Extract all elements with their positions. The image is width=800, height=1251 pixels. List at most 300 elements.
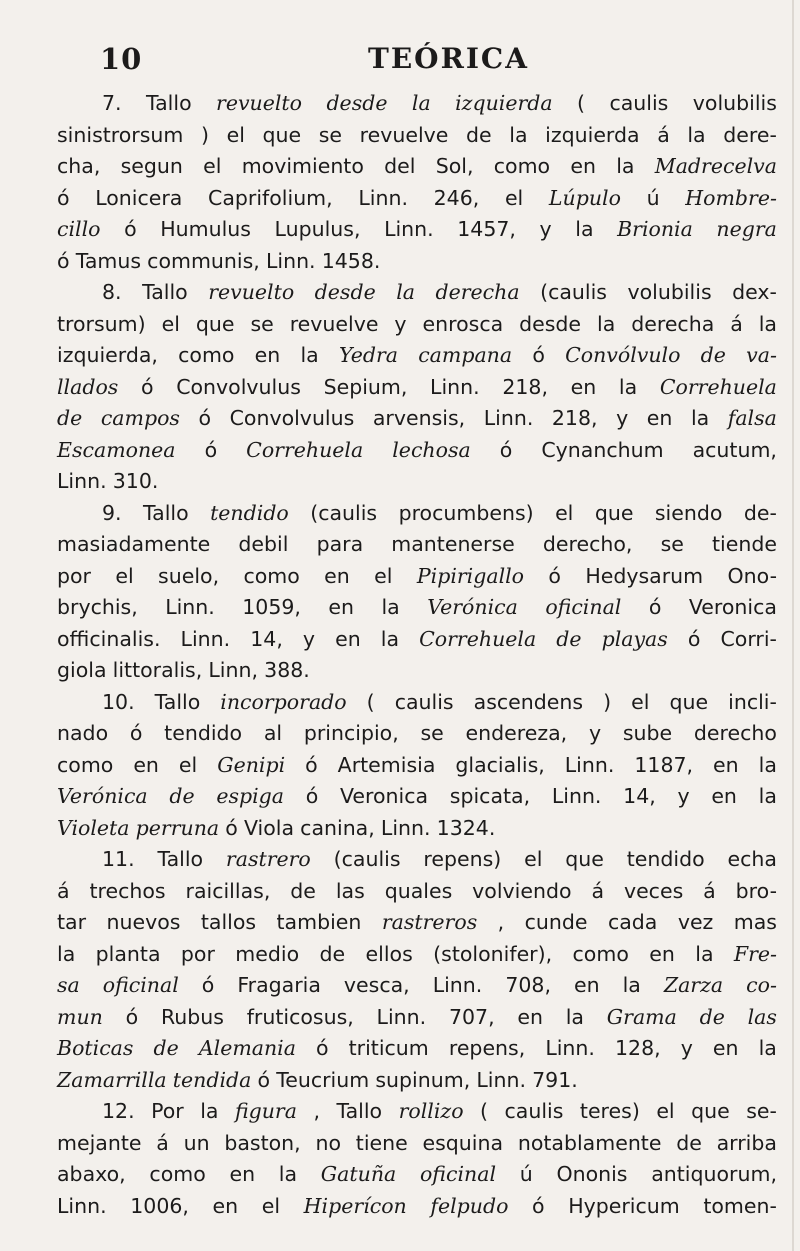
word: derecho, [542, 532, 633, 556]
word: se [660, 532, 684, 556]
word: 1006, [130, 1193, 189, 1218]
word: 128, [615, 1036, 661, 1060]
word: izquierda [545, 122, 640, 147]
italic-word: cillo [57, 217, 101, 241]
word: Linn, [208, 658, 259, 682]
word: dex- [732, 280, 777, 304]
word: á [703, 878, 716, 903]
word: nuevos [106, 910, 181, 934]
word: 14, [623, 784, 656, 808]
word: izquierda, [57, 343, 158, 367]
word: y [302, 626, 316, 651]
text-line [57, 939, 777, 971]
word: arriba [716, 1130, 777, 1155]
text-line [57, 1128, 777, 1160]
italic-word: desde [326, 91, 388, 115]
word: ó [532, 343, 545, 367]
word: que [594, 500, 634, 525]
word: en [646, 406, 673, 430]
word: vez [677, 910, 714, 934]
word: de [676, 1130, 702, 1155]
italic-word: desde [314, 280, 376, 304]
word: vesca, [343, 973, 410, 997]
word: Linn. [432, 973, 483, 997]
word: mantenerse [391, 532, 515, 556]
word: ó [305, 752, 318, 777]
italic-word: de [153, 1036, 179, 1060]
word: Caprifolium, [208, 185, 333, 210]
word: notablamente [517, 1130, 662, 1155]
italic-word: Hiperícon [303, 1193, 407, 1218]
word: y [680, 1036, 693, 1060]
word: desde [519, 311, 582, 336]
text-line [57, 1033, 777, 1065]
word: Linn. [165, 595, 215, 619]
word: ó [125, 1004, 139, 1029]
word: y [394, 311, 407, 336]
italic-word: negra [716, 217, 777, 241]
word: endereza, [465, 721, 568, 745]
word: el [656, 1099, 675, 1123]
word: trechos [89, 878, 166, 903]
word: Linn. [564, 752, 615, 777]
word: del [384, 154, 416, 178]
page-header [100, 42, 720, 82]
word: triticum [348, 1036, 429, 1060]
word: ó [687, 626, 701, 651]
italic-word: Pipirigallo [416, 563, 525, 588]
italic-word: Zamarrilla [57, 1067, 167, 1092]
word: Tallo [157, 847, 204, 871]
word: á [657, 122, 670, 147]
word: 708, [505, 973, 551, 997]
text-line [57, 435, 777, 467]
word: un [183, 1130, 210, 1155]
italic-word: Hombre- [685, 185, 777, 210]
word: la [381, 595, 400, 619]
italic-word: Yedra [338, 343, 398, 367]
word: 8. [102, 280, 122, 304]
word: la [758, 752, 777, 777]
italic-word: Verónica [427, 595, 518, 619]
word: de [290, 878, 316, 903]
word: la [57, 941, 76, 966]
word: 9. [102, 500, 122, 525]
word: ó [57, 248, 70, 273]
word: el [504, 185, 524, 210]
word: ó [124, 217, 137, 241]
text-line [57, 183, 777, 215]
italic-word: Boticas [57, 1036, 134, 1060]
italic-word: felpudo [430, 1193, 509, 1218]
italic-word: Verónica [57, 784, 148, 808]
word: 11. [102, 847, 135, 871]
word: se [420, 721, 444, 745]
word: spicata, [449, 784, 531, 808]
word: la [509, 122, 528, 147]
word: como [57, 752, 114, 777]
text-line [57, 246, 777, 278]
word: se [318, 122, 343, 147]
italic-word: de [699, 1004, 725, 1029]
word: repens) [423, 847, 502, 871]
word: 1458. [321, 248, 381, 273]
word: suelo, [158, 563, 220, 588]
word: y [616, 406, 629, 430]
italic-word: Violeta [57, 815, 130, 840]
word: 791. [532, 1067, 578, 1092]
text-line [57, 624, 777, 656]
word: principio, [303, 721, 399, 745]
text-line [57, 151, 777, 183]
page-edge [792, 0, 794, 1251]
italic-word: sa [57, 973, 80, 997]
word: 388. [264, 658, 310, 682]
word: 218, [502, 374, 548, 399]
word: el [261, 1193, 281, 1218]
text-line [57, 1159, 777, 1191]
italic-word: lechosa [392, 437, 471, 462]
word: mas [733, 910, 777, 934]
word: la [278, 1162, 298, 1186]
word: acutum, [692, 437, 777, 462]
italic-word: playas [601, 626, 668, 651]
word: ) [200, 122, 209, 147]
word: Rubus [160, 1004, 224, 1029]
word: bro- [735, 878, 777, 903]
word: á [591, 878, 605, 903]
italic-word: oficinal [102, 973, 179, 997]
word: la [616, 154, 635, 178]
word: Linn. [180, 626, 231, 651]
word: (caulis [333, 847, 401, 871]
italic-word: derecha [435, 280, 520, 304]
word: á [156, 1130, 169, 1155]
word: se [250, 311, 274, 336]
word: littoralis, [112, 658, 203, 682]
word: ó [648, 595, 662, 619]
italic-word: oficinal [545, 595, 622, 619]
word: ó [129, 721, 143, 745]
word: baston, [224, 1130, 301, 1155]
word: Ono- [727, 563, 777, 588]
italic-word: Gatuña [320, 1162, 397, 1186]
italic-word: campos [100, 406, 180, 430]
word: volubilis [627, 280, 712, 304]
word: planta [95, 941, 161, 966]
word: segun [120, 154, 183, 178]
word: en [229, 1162, 256, 1186]
word: el [631, 689, 650, 714]
word: quales [384, 878, 453, 903]
italic-word: Madrecelva [654, 154, 777, 178]
text-line [57, 466, 777, 498]
word: y [539, 217, 552, 241]
word: cha, [57, 154, 101, 178]
word: la [758, 1036, 777, 1060]
text-line [57, 1002, 777, 1034]
word: no [315, 1130, 342, 1155]
word: en [254, 343, 281, 367]
italic-word: de [556, 626, 582, 651]
word: debil [238, 532, 289, 556]
word: Corri- [720, 626, 777, 651]
word: Linn. [545, 1036, 595, 1060]
italic-word: rastrero [225, 847, 311, 871]
word: el [555, 500, 574, 525]
italic-word: la [396, 280, 415, 304]
word: Linn. [358, 185, 408, 210]
word: cunde [524, 910, 588, 934]
word: se- [746, 1099, 777, 1123]
word: Tamus [75, 248, 142, 273]
italic-word: Escamonea [57, 437, 176, 462]
word: repens, [448, 1036, 526, 1060]
word: derecho [693, 721, 777, 745]
word: que [262, 122, 302, 147]
word: dere- [723, 122, 777, 147]
word: antiquorum, [651, 1162, 777, 1186]
word: , [497, 910, 505, 934]
text-line [57, 876, 777, 908]
word: Tallo [142, 280, 188, 304]
word: caulis [609, 91, 669, 115]
word: 1059, [242, 595, 301, 619]
word: siendo [654, 500, 723, 525]
word: ó [225, 815, 238, 840]
word: (stolonifer), [433, 941, 553, 966]
word: communis, [147, 248, 260, 273]
word: ó [499, 437, 513, 462]
word: en [328, 595, 355, 619]
text-line [57, 1096, 777, 1128]
italic-word: rastreros [381, 910, 478, 934]
word: ascendens [473, 689, 584, 714]
text-line [57, 403, 777, 435]
word: giola [57, 658, 107, 682]
word: ó [305, 784, 319, 808]
word: masiadamente [57, 532, 211, 556]
text-line [57, 655, 777, 687]
word: que [195, 311, 235, 336]
text-line [57, 120, 777, 152]
italic-word: de [700, 343, 726, 367]
italic-word: falsa [727, 406, 777, 430]
word: 310. [112, 469, 159, 493]
word: volviendo [472, 878, 572, 903]
word: el [203, 154, 222, 178]
word: procumbens) [398, 500, 534, 525]
word: veces [623, 878, 684, 903]
word: 1187, [634, 752, 694, 777]
word: Viola [243, 815, 295, 840]
word: y [677, 784, 690, 808]
text-line [57, 277, 777, 309]
word: medio [235, 941, 300, 966]
word: movimiento [241, 154, 364, 178]
word: el [178, 752, 198, 777]
italic-word: de [57, 406, 83, 430]
word: esquina [422, 1130, 504, 1155]
word: ( [480, 1099, 489, 1123]
word: enrosca [422, 311, 504, 336]
text-line [57, 561, 777, 593]
word: raicillas, [185, 878, 271, 903]
word: la [690, 406, 710, 430]
word: revuelve [359, 122, 449, 147]
word: la [597, 311, 616, 336]
word: ó [548, 563, 561, 588]
word: Fragaria [237, 973, 321, 997]
text-line [57, 970, 777, 1002]
word: que [669, 689, 709, 714]
word: Linn. [265, 248, 316, 273]
word: Ononis [556, 1162, 628, 1186]
word: ó [316, 1036, 329, 1060]
word: ó [532, 1193, 545, 1218]
italic-word: tendido [210, 500, 289, 525]
word: como [493, 154, 551, 178]
word: Lonicera [95, 185, 183, 210]
word: como [572, 941, 629, 966]
word: en [517, 1004, 543, 1029]
italic-word: Zarza [663, 973, 724, 997]
word: las [335, 878, 365, 903]
word: de- [743, 500, 777, 525]
word: ( [577, 91, 586, 115]
word: Artemisia [337, 752, 436, 777]
word: ó [57, 185, 70, 210]
word: 218, [551, 406, 598, 430]
word: caulis [394, 689, 454, 714]
word: la [758, 784, 777, 808]
italic-word: campana [418, 343, 513, 367]
body-text [57, 88, 777, 1222]
word: Sepium, [323, 374, 408, 399]
word: el [226, 122, 245, 147]
word: Sol, [435, 154, 474, 178]
italic-word: Fre- [733, 941, 777, 966]
text-line [57, 1191, 777, 1223]
word: en [133, 752, 159, 777]
word: ellos [365, 941, 413, 966]
italic-word: tendida [172, 1067, 252, 1092]
word: 14, [250, 626, 283, 651]
text-line [57, 750, 777, 782]
word: fruticosus, [246, 1004, 354, 1029]
text-line [57, 718, 777, 750]
word: 1324. [436, 815, 496, 840]
text-line [57, 844, 777, 876]
word: brychis, [57, 595, 138, 619]
word: Tallo [143, 500, 189, 525]
word: sinistrorsum [57, 122, 184, 147]
word: por [57, 563, 91, 588]
word: Tallo [154, 689, 201, 714]
text-line [57, 88, 777, 120]
word: ó [198, 406, 212, 430]
word: la [200, 1099, 219, 1123]
word: echa [727, 847, 777, 871]
italic-word: Alemania [198, 1036, 296, 1060]
italic-word: Correhuela [246, 437, 364, 462]
word: la [565, 1004, 584, 1029]
text-line [57, 309, 777, 341]
word: la [687, 122, 706, 147]
word: la [758, 311, 777, 336]
italic-word: Grama [606, 1004, 677, 1029]
word: abaxo, [57, 1162, 126, 1186]
word: Linn. [376, 1004, 427, 1029]
word: ó [201, 973, 215, 997]
word: Linn. [57, 469, 107, 493]
italic-word: espiga [216, 784, 285, 808]
word: ( [366, 689, 375, 714]
word: mejante [57, 1130, 142, 1155]
word: Convolvulus [229, 406, 355, 430]
word: como [178, 343, 235, 367]
word: Tallo [145, 91, 192, 115]
text-line [57, 907, 777, 939]
italic-word: Convólvulo [565, 343, 681, 367]
text-line [57, 813, 777, 845]
word: supinum, [375, 1067, 471, 1092]
running-head: TEÓRICA [368, 42, 529, 75]
italic-word: Correhuela [419, 626, 537, 651]
word: la [380, 626, 400, 651]
word: la [300, 343, 319, 367]
italic-word: va- [746, 343, 777, 367]
italic-word: co- [746, 973, 777, 997]
word: ú [646, 185, 660, 210]
word: cada [607, 910, 658, 934]
italic-word: perruna [135, 815, 220, 840]
word: 7. [102, 91, 122, 115]
word: derecha [631, 311, 715, 336]
word: Linn. [551, 784, 602, 808]
word: el [161, 311, 180, 336]
italic-word: izquierda [455, 91, 553, 115]
word: en [570, 154, 596, 178]
word: (caulis [540, 280, 607, 304]
word: canina, [300, 815, 375, 840]
text-line [57, 372, 777, 404]
text-line [57, 214, 777, 246]
word: la [575, 217, 594, 241]
word: ú [519, 1162, 533, 1186]
word: Humulus [160, 217, 251, 241]
word: arvensis, [372, 406, 466, 430]
word: caulis [504, 1099, 564, 1123]
italic-word: revuelto [216, 91, 303, 115]
word: el [115, 563, 134, 588]
word: Linn. [57, 1193, 107, 1218]
word: teres) [579, 1099, 640, 1123]
word: la [695, 941, 714, 966]
word: Hypericum [568, 1193, 680, 1218]
word: revuelve [289, 311, 379, 336]
word: que [691, 1099, 730, 1123]
word: en [649, 941, 675, 966]
word: la [618, 374, 638, 399]
word: como [243, 563, 300, 588]
text-line [57, 781, 777, 813]
word: 246, [433, 185, 480, 210]
word: al [263, 721, 283, 745]
italic-word: Lúpulo [548, 185, 621, 210]
text-line [57, 340, 777, 372]
word: Teucrium [276, 1067, 370, 1092]
